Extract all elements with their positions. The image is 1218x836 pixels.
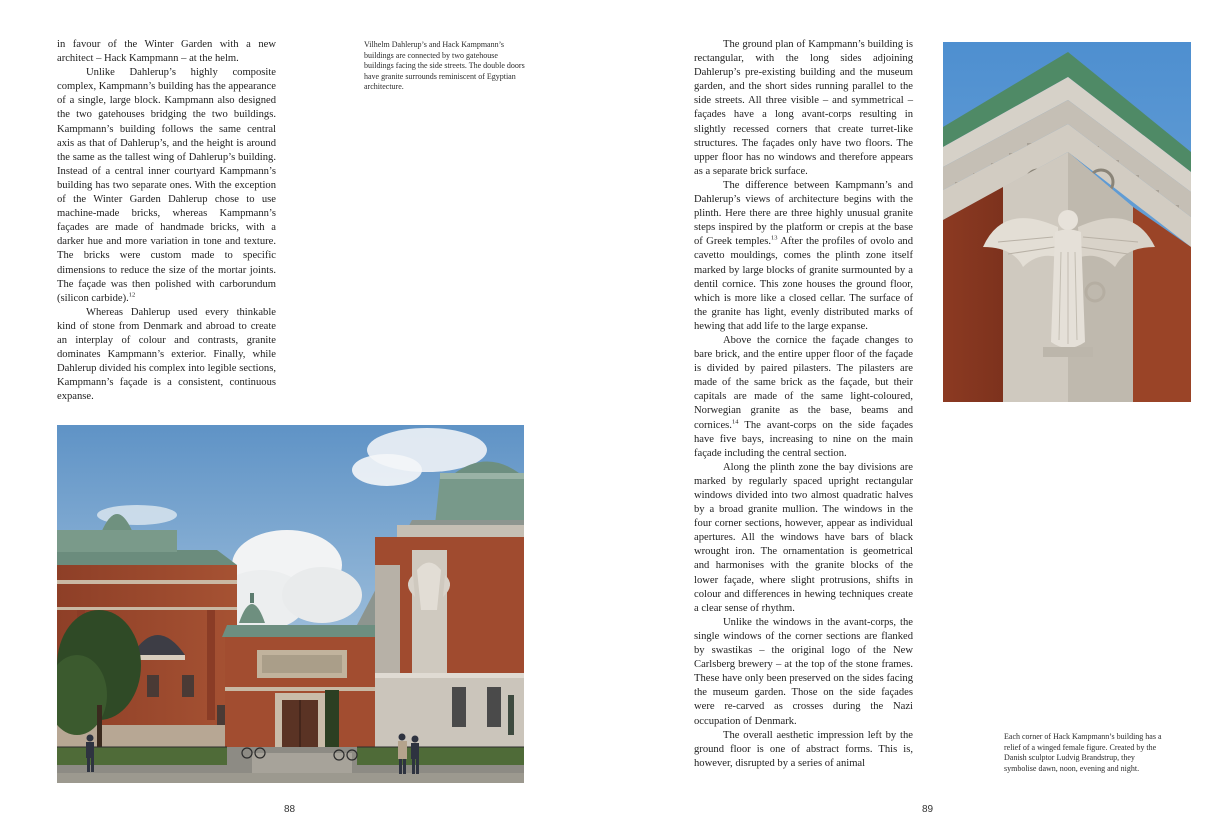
paragraph-text: After the profiles of ovolo and cavetto mouldings, comes the plinth zone itself marked by large blocks of granite surmounted by a dentil cornice. This zone houses the ground floor, which is more like a closed cellar. The surface of the granite has light, evenly distributed marks of hewing that add life to the large expanse. <box>694 236 913 332</box>
footnote-marker: 14 <box>731 418 739 425</box>
page-number: 89 <box>922 804 934 815</box>
photo-caption: Vilhelm Dahlerup’s and Hack Kampmann’s buildings are connected by two gatehouse buildings facing the side streets. The double doors have granite surrounds reminiscent of Egyptian architecture. <box>364 40 525 92</box>
footnote-marker: 12 <box>128 291 136 299</box>
body-text-right <box>694 38 913 771</box>
paragraph: The ground plan of Kampmann’s building is rectangular, with the long sides adjoining Dahlerup’s pre-existing building and the museum garden, and the short sides running parallel to the side streets. All three visible – and symmetrical – façades have a long avant-corps resulting in slightly recessed corners that create turret-like structures. The façades only have two floors. The upper floor has no windows and therefore appears as a separate brick surface. <box>694 39 913 177</box>
photo-caption: Each corner of Hack Kampmann’s building has a relief of a winged female figure. Created by the Danish sculptor Ludvig Brandstrup, they symbolise dawn, noon, evening and night. <box>1004 732 1162 773</box>
paragraph: in favour of the Winter Garden with a new architect – Hack Kampmann – at the helm. <box>57 39 276 65</box>
paragraph-text: The avant-corps on the side façades have five bays, increasing to nine on the main façade including the central section. <box>694 419 913 459</box>
paragraph: Whereas Dahlerup used every thinkable kind of stone from Denmark and abroad to create an interplay of colour and contrasts, granite dominates Kampmann’s exterior. Finally, while Dahlerup divided his complex into legible sections, Kampmann’s façade is a consistent, continuous expanse. <box>57 306 276 403</box>
paragraph-text: Unlike Dahlerup’s highly composite complex, Kampmann’s building has the appearance of a single, large block. Kampmann also designed the two gatehouses bridging the two buildings. Kampmann’s building follows the same central axis as that of Dahlerup’s, and the height is around the same as the tallest wing of Dahlerup’s building. Instead of a central inner courtyard Kampmann’s building has two separate ones. With the exception of the Winter Garden Dahlerup chose to use machine-made bricks, whereas Kampmann’s façades are made of handmade bricks, with a darker hue and more variation in tone and texture. The bricks were custom made to specific dimensions to reduce the size of the mortar joints. The façade was then polished with carborundum (silicon carbide). <box>57 67 276 304</box>
winged-figure-photo <box>943 42 1191 402</box>
footnote-marker: 13 <box>771 234 778 242</box>
paragraph <box>694 179 913 334</box>
paragraph-text: Above the cornice the façade changes to bare brick, and the entire upper floor of the façade is divided by paired pilasters. The pilasters are made of the same brick as the façade, but their capitals are made of the same light-coloured, Norwegian granite as the base, beams and cornices. <box>694 334 913 431</box>
paragraph-text: The difference between Kampmann’s and Dahlerup’s views of architecture begins with the plinth. Here there are three highly unusual granite steps inspired by the platform or crepis at the base of Greek temples. <box>694 179 913 248</box>
page-number: 88 <box>284 804 296 815</box>
right-page <box>609 0 1218 836</box>
body-text-left <box>57 38 276 404</box>
paragraph: The overall aesthetic impression left by the ground floor is one of abstract forms. This is, however, disrupted by a series of animal <box>694 729 913 769</box>
museum-exterior-photo <box>57 425 524 783</box>
paragraph <box>694 334 913 461</box>
paragraph <box>57 66 276 306</box>
paragraph: Along the plinth zone the bay divisions are marked by regularly spaced upright rectangular windows divided into two almost quadratic halves by a broad granite mullion. The windows in the four corner sections, however, appear as individual apertures. All the windows have bars of black wrought iron. The ornamentation is geometrical and harmonises with the granite blocks of the lower façade, where slight protrusions, shifts in colour and differences in hewing techniques create a clear sense of rhythm. <box>694 461 913 614</box>
paragraph: Unlike the windows in the avant-corps, the single windows of the corner sections are flanked by swastikas – the original logo of the New Carlsberg brewery – at the top of the stone frames. These have only been preserved on the sides facing the museum garden. Those on the side façades were re-carved as crosses during the Nazi occupation of Denmark. <box>694 616 913 727</box>
